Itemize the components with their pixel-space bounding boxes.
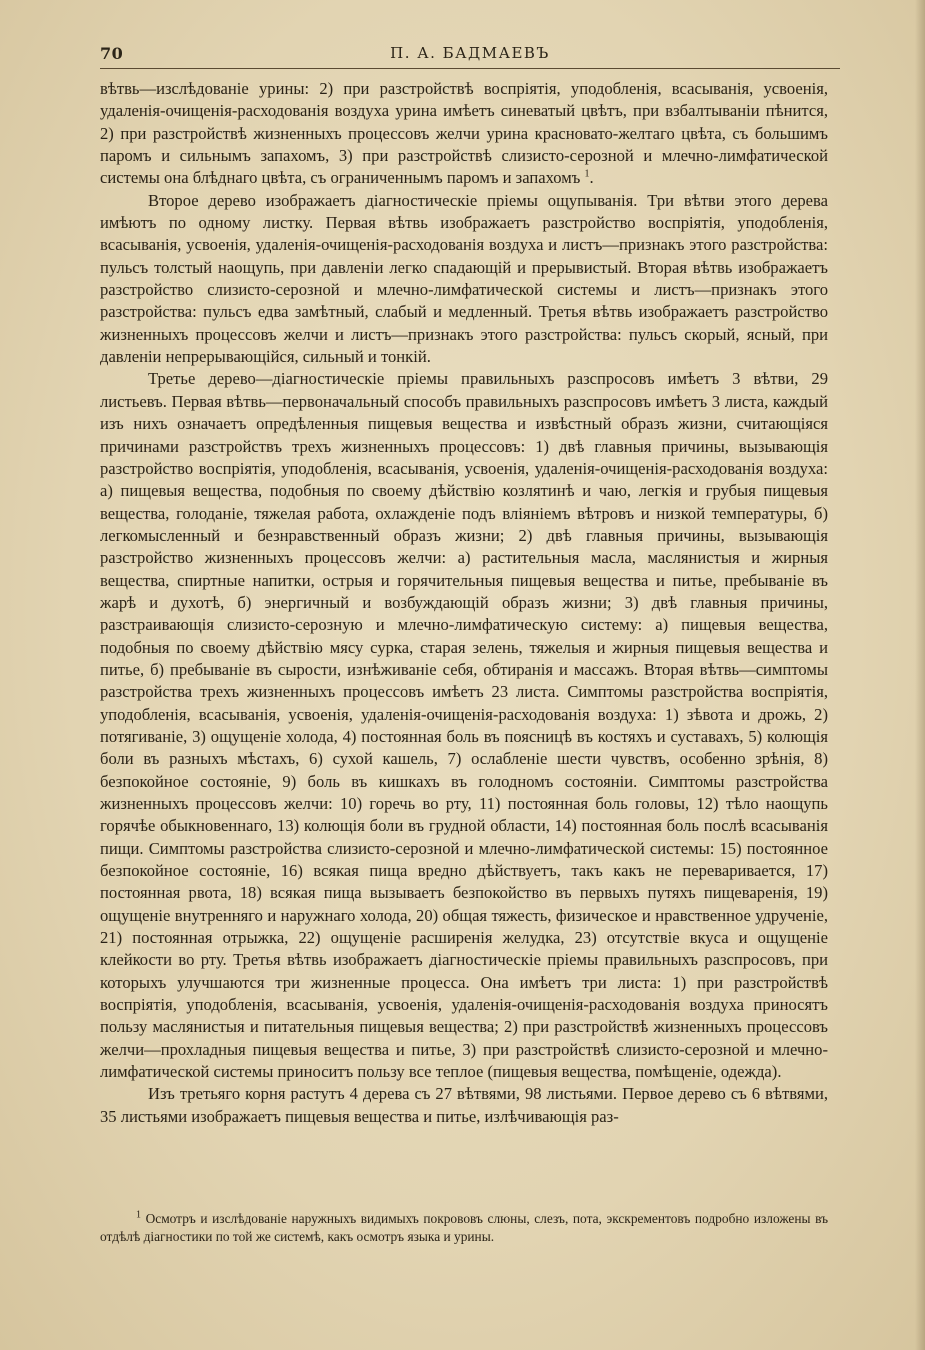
paragraph-questioning-tree: Третье дерево—діагностическіе пріемы правильныхъ разспросовъ имѣетъ 3 вѣтви, 29 листьевъ. Первая вѣтвь—первоначальный способъ правильныхъ разспросовъ имѣетъ 3 листа, каждый изъ нихъ означаетъ опредѣленныя пищевыя вещества и извѣстный образъ жизни, считающіяся причинами разстройствъ трехъ жизненныхъ процессовъ: 1) двѣ главныя причины, вызывающія разстройство воспріятія, уподобленія, всасыванія, усвоенія, удаленія-очищенія-расходованія воздуха: а) пищевыя вещества, подобныя по своему дѣйствію козлятинѣ и чаю, легкія и грубыя пищевыя вещества, голоданіе, тяжелая работа, охлажденіе подъ вліяніемъ вѣтровъ и низкой температуры, б) легкомысленный и безнравственный образъ жизни; 2) двѣ главныя причины, вызывающія разстройство жизненныхъ процессовъ желчи: а) растительныя масла, маслянистыя и жирныя вещества, спиртные напитки, острыя и горячительныя пищевыя вещества и питье, пребываніе въ жарѣ и духотѣ, б) энергичный и возбуждающій образъ жизни; 3) двѣ главныя причины, разстраивающія слизисто-серозную и млечно-лимфатическую систему: а) пищевыя вещества, подобныя по своему дѣйствію мясу сурка, старая зелень, тяжелыя и жирныя пищевыя вещества и питье, б) пребываніе въ сырости, изнѣживаніе себя, обтиранія и массажъ. Вторая вѣтвь—симптомы разстройства трехъ жизненныхъ процессовъ имѣетъ 23 листа. Симптомы разстройства воспріятія, уподобленія, всасыванія, усвоенія, удаленія-очищенія-расходованія воздуха: 1) зѣвота и дрожь, 2) потягиваніе, 3) ощущеніе холода, 4) постоянная боль въ поясницѣ въ костяхъ и суставахъ, 5) колющія боли въ разныхъ мѣстахъ, 6) сухой кашель, 7) ослабленіе шести чувствъ, особенно зрѣнія, 8) безпокойное состояніе, 9) боль въ кишкахъ въ голодномъ состояніи. Симптомы разстройства жизненныхъ процессовъ желчи: 10) горечь во рту, 11) постоянная боль головы, 12) тѣло наощупь горячѣе обыкновеннаго, 13) колющія боли въ грудной области, 14) постоянная боль послѣ всасыванія пищи. Симптомы разстройства слизисто-серозной и млечно-лимфатической системы: 15) постоянное безпокойное состояніе, 16) всякая пища вредно дѣйствуетъ, такъ какъ не переваривается, 17) постоянная рвота, 18) всякая пища вызываетъ безпокойство въ первыхъ путяхъ пищеваренія, 19) ощущеніе внутренняго и наружнаго холода, 20) общая тяжесть, физическое и нравственное удрученіе, 21) постоянная отрыжка, 22) ощущеніе расширенія желудка, 23) отсутствіе вкуса и ощущеніе клейкости во рту. Третья вѣтвь изображаетъ діагностическіе пріемы правильныхъ разспросовъ, при которыхъ улучшаются три жизненные процесса. Она имѣетъ три листа: 1) при разстройствѣ воспріятія, уподобленія, всасыванія, усвоенія, удаленія-очищенія-расходованія воздуха приносятъ пользу маслянистыя и питательныя пищевыя вещества; 2) при разстройствѣ жизненныхъ процессовъ желчи—прохладныя пищевыя вещества и питье, 3) при разстройствѣ слизисто-серозной и млечно-лимфатической системы приноситъ пользу все теплое (пищевыя вещества, помѣщеніе, одежда). — [100, 369, 828, 1082]
footnote-reference: 1 — [584, 168, 590, 180]
running-head-author: П. А. БАДМАЕВЪ — [390, 44, 550, 62]
paragraph-text: вѣтвь—изслѣдованіе урины: 2) при разстройствѣ воспріятія, уподобленія, всасыванія, усвоенія, удаленія-очищенія-расходованія воздуха урина имѣетъ синеватый цвѣтъ, при взбалтываніи пѣнится, 2) при разстройствѣ жизненныхъ процессовъ желчи урина красновато-желтаго цвѣта, съ большимъ паромъ и сильнымъ запахомъ, 3) при разстройствѣ слизисто-серозной и млечно-лимфатической системы она блѣднаго цвѣта, съ ограниченнымъ паромъ и запахомъ — [100, 79, 828, 188]
footnote-text: Осмотръ и изслѣдованіе наружныхъ видимыхъ покрововъ слюны, слезъ, пота, экскрементовъ подробно изложены въ отдѣлѣ діагностики по той же системѣ, какъ осмотръ языка и урины. — [100, 1211, 828, 1244]
header-rule — [100, 68, 840, 69]
footnote-marker: 1 — [136, 1209, 141, 1221]
paragraph-palpation-tree: Второе дерево изображаетъ діагностическіе пріемы ощупыванія. Три вѣтви этого дерева имѣютъ по одному листку. Первая вѣтвь изображаетъ разстройство воспріятія, уподобленія, всасыванія, усвоенія, удаленія-очищенія-расходованія воздуха и листъ—признакъ этого разстройства: пульсъ толстый наощупь, при давленіи легко спадающій и прерывистый. Вторая вѣтвь изображаетъ разстройство слизисто-серозной и млечно-лимфатической системы и листъ—признакъ этого разстройства: пульсъ едва замѣтный, слабый и медленный. Третья вѣтвь изображаетъ разстройство жизненныхъ процессовъ желчи и листъ—признакъ этого разстройства: пульсъ скорый, ясный, при давленіи непрерывающійся, сильный и тонкій. — [100, 190, 828, 367]
page-number: 70 — [100, 44, 124, 63]
paragraph-urine-examination — [100, 78, 828, 190]
paragraph-end: . — [589, 168, 594, 188]
page-edge-shadow — [915, 0, 925, 1350]
page-header — [100, 44, 840, 68]
main-text — [100, 78, 828, 1128]
paragraph-third-root: Изъ третьяго корня растутъ 4 дерева съ 27 вѣтвями, 98 листьями. Первое дерево съ 6 вѣтвями, 35 листьями изображаетъ пищевыя вещества и питье, излѣчивающія раз- — [100, 1084, 828, 1126]
footnote — [100, 1210, 828, 1245]
